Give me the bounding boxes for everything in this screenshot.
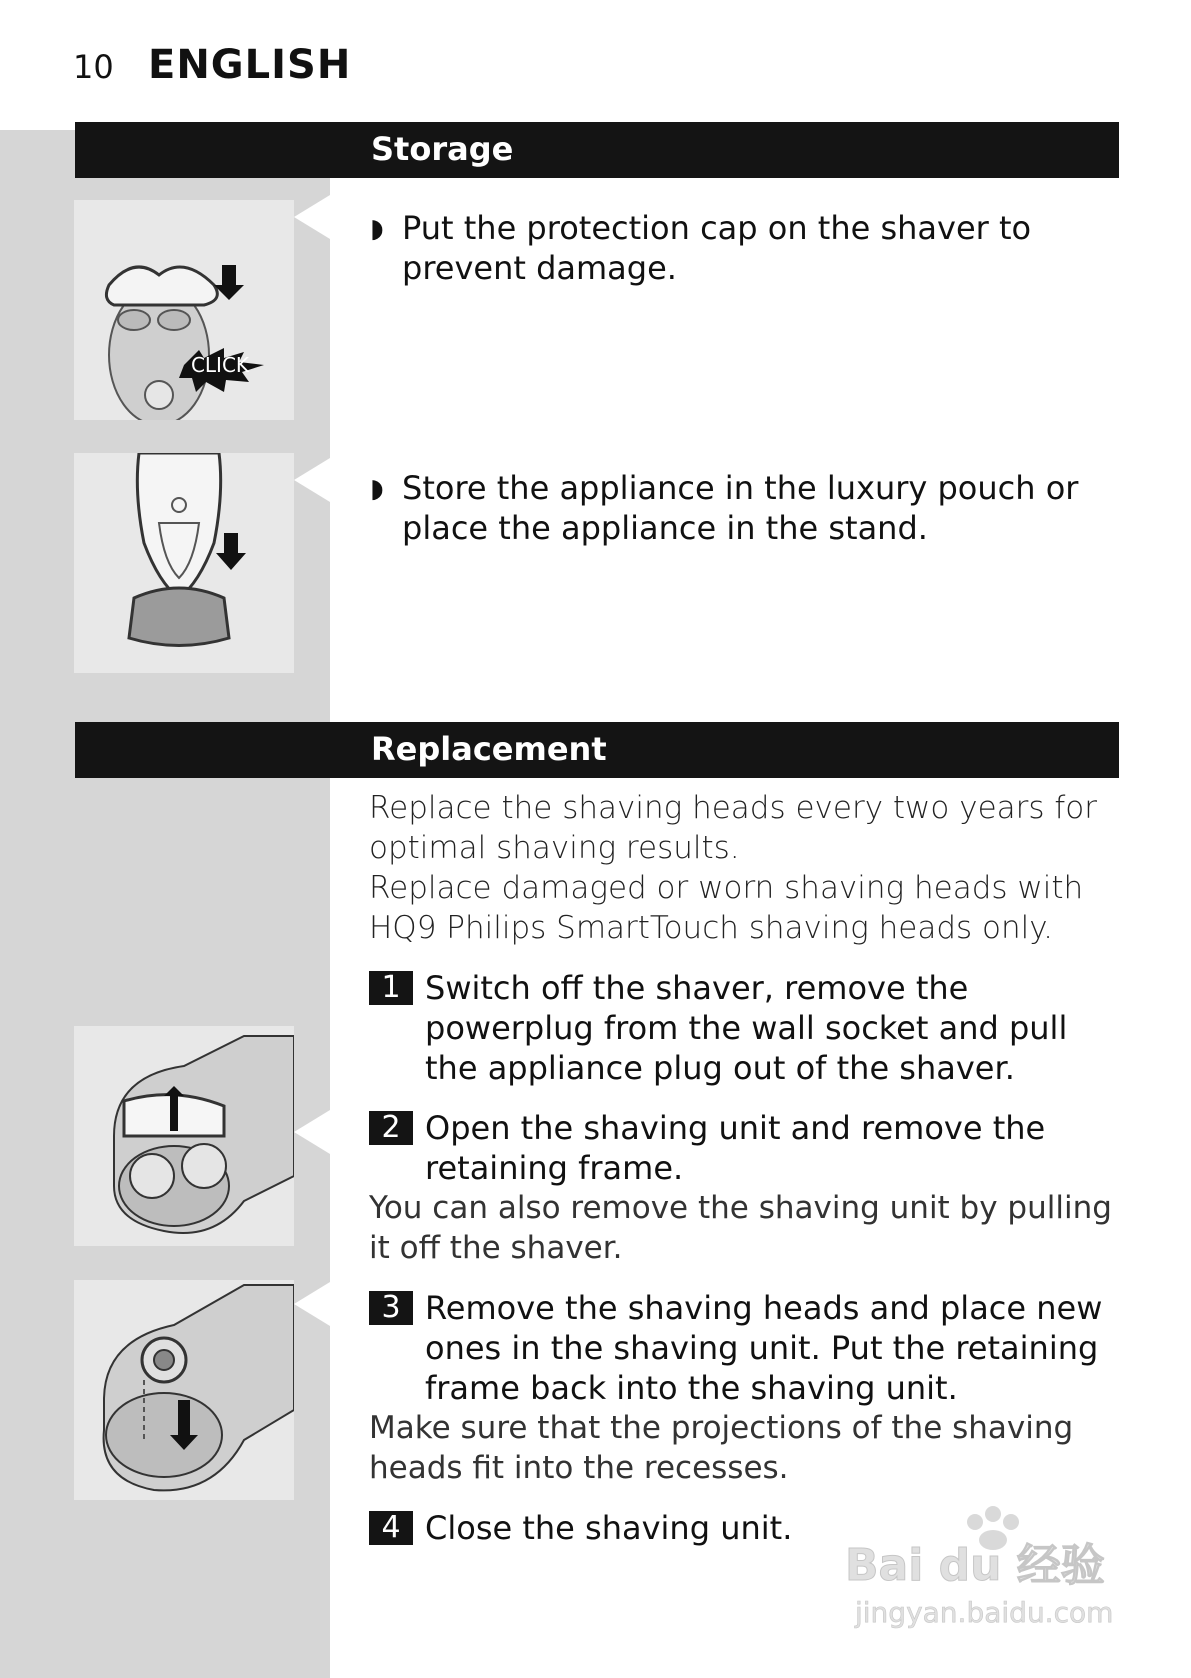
shaver-cap-illustration	[74, 200, 294, 420]
step-number: 4	[369, 1511, 413, 1545]
figure-pointer	[294, 1110, 330, 1154]
step-text: Open the shaving unit and remove the retaining frame.	[425, 1109, 1046, 1187]
step-text: Close the shaving unit.	[425, 1509, 793, 1547]
replacement-intro-1: Replace the shaving heads every two years for optimal shaving results.	[369, 790, 1098, 866]
figure-pointer	[294, 1282, 330, 1326]
watermark-brand: Bai du 经验	[845, 1540, 1105, 1591]
baidu-watermark	[845, 1500, 1135, 1630]
paw-logo-icon	[845, 1500, 1135, 1630]
figure-pointer	[294, 195, 330, 239]
figure-remove-retaining-frame	[74, 1026, 294, 1246]
step-2-note: You can also remove the shaving unit by pulling it off the shaver.	[369, 1190, 1112, 1266]
storage-item-1-text: Put the protection cap on the shaver to prevent damage.	[402, 209, 1032, 287]
retaining-frame-illustration	[74, 1026, 294, 1246]
figure-shaver-in-stand	[74, 453, 294, 673]
storage-item-2-text: Store the appliance in the luxury pouch or place the appliance in the stand.	[402, 469, 1079, 547]
page-number: 10	[73, 48, 114, 86]
shaving-heads-illustration	[74, 1280, 294, 1500]
shaver-stand-illustration	[74, 453, 294, 673]
figure-pointer	[294, 458, 330, 502]
language-heading: ENGLISH	[148, 42, 352, 88]
step-3-note: Make sure that the projections of the shaving heads fit into the recesses.	[369, 1410, 1074, 1486]
bullet-icon: ◗	[370, 214, 384, 244]
replacement-section-header	[75, 722, 1119, 778]
bullet-icon: ◗	[370, 474, 384, 504]
storage-section-header	[75, 122, 1119, 178]
step-number: 1	[369, 971, 413, 1005]
storage-title: Storage	[371, 130, 514, 168]
watermark-url: jingyan.baidu.com	[855, 1596, 1114, 1629]
replacement-title: Replacement	[371, 730, 607, 768]
step-number: 3	[369, 1291, 413, 1325]
step-number: 2	[369, 1111, 413, 1145]
figure-replace-shaving-heads	[74, 1280, 294, 1500]
click-badge-label: CLICK	[190, 353, 250, 377]
step-text: Switch off the shaver, remove the powerplug from the wall socket and pull the appliance plug out of the shaver.	[425, 969, 1068, 1087]
figure-cap-on-shaver	[74, 200, 294, 420]
step-text: Remove the shaving heads and place new ones in the shaving unit. Put the retaining frame back into the shaving unit.	[425, 1289, 1103, 1407]
replacement-intro-2: Replace damaged or worn shaving heads with HQ9 Philips SmartTouch shaving heads only.	[369, 870, 1084, 946]
